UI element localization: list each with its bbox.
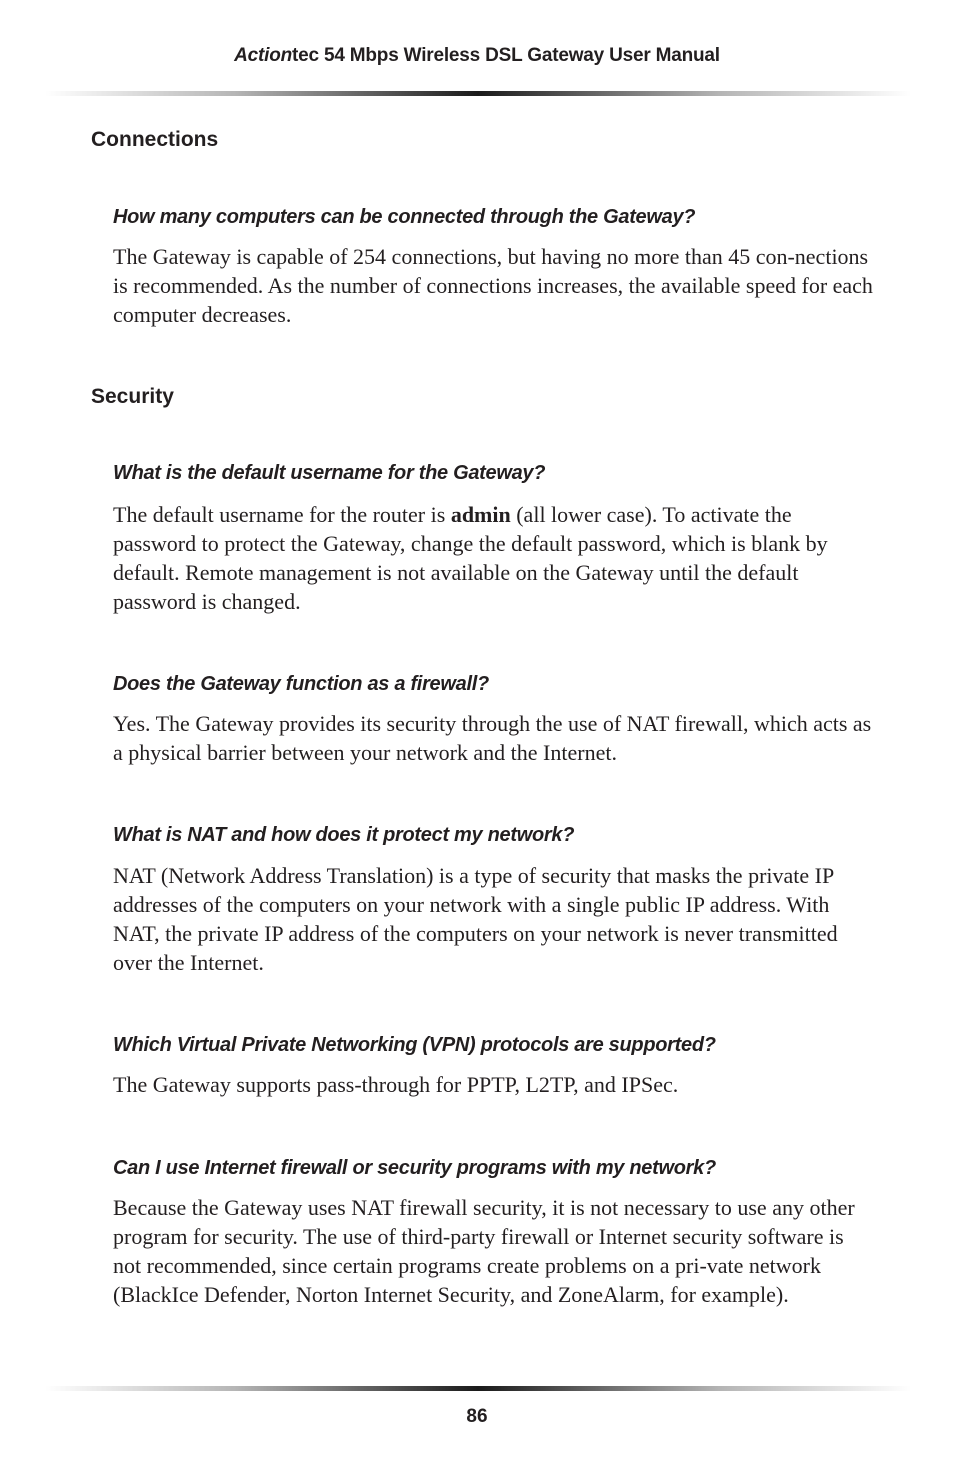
answer-text: The default username for the router is: [113, 502, 451, 527]
question-default-username: What is the default username for the Gateway?: [113, 462, 546, 484]
question-nat: What is NAT and how does it protect my network?: [113, 824, 575, 846]
footer-rule: [45, 1386, 911, 1391]
answer-connection-count: The Gateway is capable of 254 connections, but having no more than 45 con-nections is recommended. As the number of connections increases, the available speed for each computer decreases.: [113, 244, 873, 327]
answer-text: (all lower case). To activate the password to protect the Gateway, change the default password, which is blank by default. Remote management is not available on the Gateway until the default password is changed.: [113, 502, 828, 614]
answer-firewall: Yes. The Gateway provides its security through the use of NAT firewall, which acts as a physical barrier between your network and the Internet.: [113, 711, 872, 765]
page-number: 86: [466, 1406, 488, 1427]
section-title-connections: Connections: [91, 128, 219, 151]
question-connection-count: How many computers can be connected through the Gateway?: [113, 206, 696, 228]
answer-nat: NAT (Network Address Translation) is a type of security that masks the private IP addresses of the computers on your network with a single public IP address. With NAT, the private IP address of the computers on your network is never transmitted over the Internet.: [113, 863, 838, 975]
header-rule: [45, 91, 911, 96]
header-title: tec 54 Mbps Wireless DSL Gateway User Manual: [292, 45, 720, 66]
question-security-programs: Can I use Internet firewall or security programs with my network?: [113, 1157, 716, 1179]
answer-default-username: [113, 500, 873, 616]
answer-vpn: The Gateway supports pass-through for PPTP, L2TP, and IPSec.: [113, 1072, 679, 1097]
question-vpn: Which Virtual Private Networking (VPN) protocols are supported?: [113, 1034, 716, 1056]
header-brand: Action: [234, 45, 293, 66]
section-title-security: Security: [91, 385, 174, 408]
answer-security-programs: Because the Gateway uses NAT firewall security, it is not necessary to use any other program for security. The use of third-party firewall or Internet security software is not recommended, since certain programs create problems on a pri-vate network (BlackIce Defender, Norton Internet Security, and ZoneAlarm, for example).: [113, 1195, 855, 1307]
running-header: [0, 45, 954, 67]
username-admin: admin: [450, 502, 511, 527]
question-firewall: Does the Gateway function as a firewall?: [113, 673, 489, 695]
